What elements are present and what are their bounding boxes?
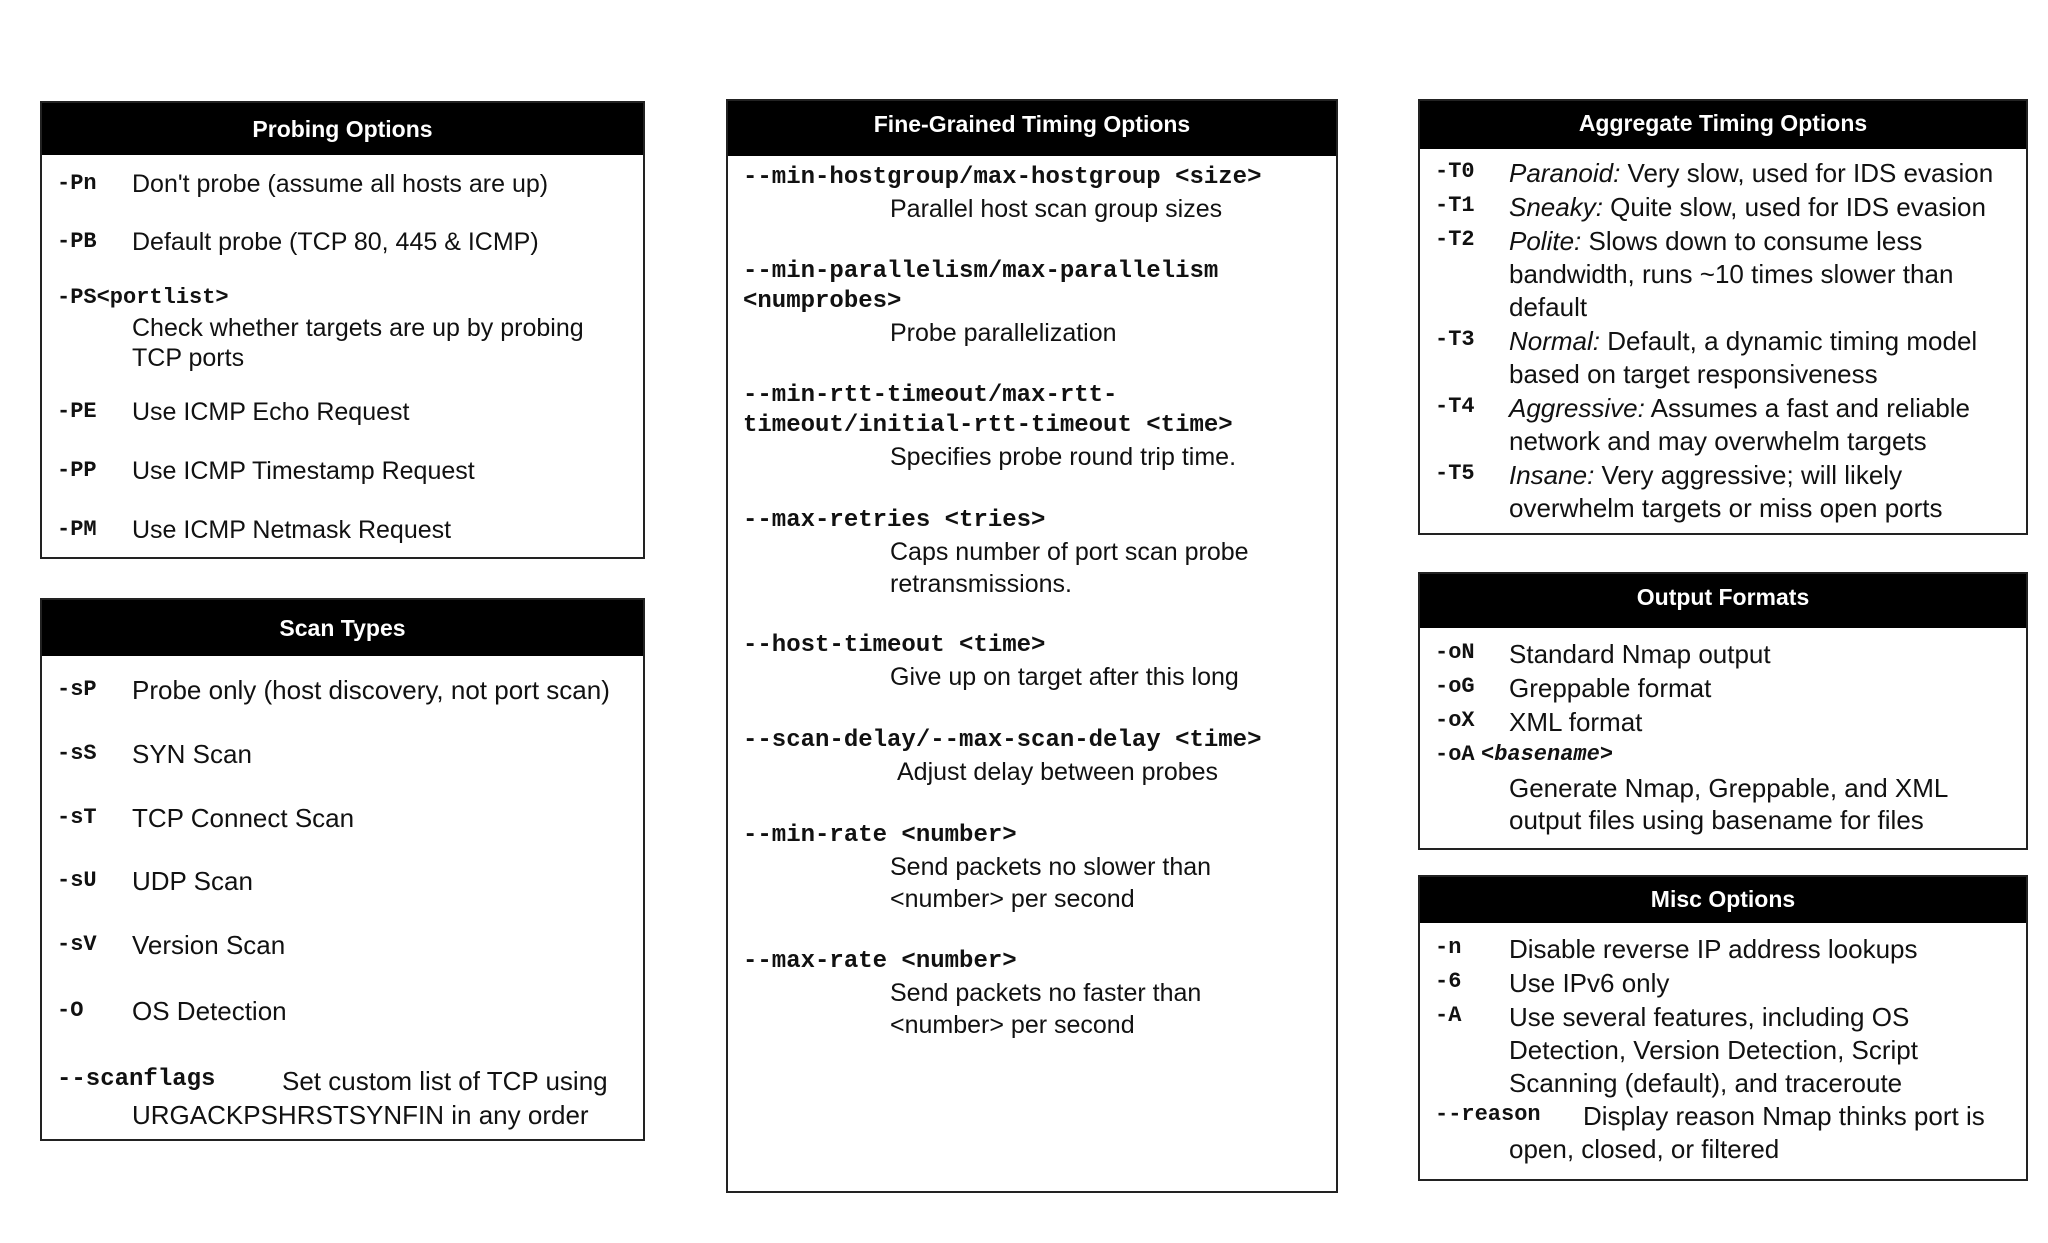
option-desc: Check whether targets are up by probing TCP ports xyxy=(132,314,584,372)
option-desc: Use ICMP Netmask Request xyxy=(132,516,452,544)
option-flag: -6 xyxy=(1435,969,1462,994)
option-desc: Standard Nmap output xyxy=(1509,639,1771,669)
option-desc: Very aggressive; will likely overwhelm targets or miss open ports xyxy=(1509,460,1943,523)
option-flag: -T4 xyxy=(1435,394,1475,419)
option-arg: <basename> xyxy=(1481,742,1614,767)
list-item xyxy=(743,257,1326,349)
option-desc: Use ICMP Timestamp Request xyxy=(132,457,475,485)
list-item xyxy=(743,947,1326,1041)
list-item xyxy=(743,163,1326,225)
option-desc: OS Detection xyxy=(132,996,287,1026)
option-desc: Specifies probe round trip time. xyxy=(890,443,1237,471)
option-flag: --min-rate <number> xyxy=(743,822,1017,849)
misc-options-title: Misc Options xyxy=(1420,877,2026,923)
option-flag: -sS xyxy=(57,741,97,766)
option-desc: Default, a dynamic timing model based on target responsiveness xyxy=(1509,326,1978,389)
timing-level-label: Insane: xyxy=(1509,460,1595,490)
option-desc: Use ICMP Echo Request xyxy=(132,398,410,426)
option-flag: -oG xyxy=(1435,674,1475,699)
probing-options-panel xyxy=(40,101,645,559)
option-desc: Quite slow, used for IDS evasion xyxy=(1602,192,1986,222)
option-desc: Don't probe (assume all hosts are up) xyxy=(132,170,549,198)
list-item xyxy=(743,821,1326,915)
scan-types-panel xyxy=(40,598,645,1141)
option-desc: Assumes a fast and reliable network and may overwhelm targets xyxy=(1509,393,1971,456)
option-desc: Display reason Nmap thinks port is open, closed, or filtered xyxy=(1509,1101,1985,1164)
option-desc: Probe only (host discovery, not port scan) xyxy=(132,675,610,705)
option-flag: --scanflags xyxy=(57,1066,216,1093)
option-flag: --min-hostgroup/max-hostgroup <size> xyxy=(743,164,1262,191)
option-desc: Give up on target after this long xyxy=(890,663,1239,691)
option-flag: -sU xyxy=(57,868,97,893)
option-desc: Caps number of port scan probe retransmissions. xyxy=(890,538,1249,598)
option-desc: Probe parallelization xyxy=(890,319,1117,347)
option-desc: Set custom list of TCP using URGACKPSHRSTSYNFIN in any order xyxy=(132,1066,608,1130)
option-flag: -oA xyxy=(1435,742,1475,767)
aggregate-timing-panel xyxy=(1418,99,2028,535)
option-desc: Disable reverse IP address lookups xyxy=(1509,934,1918,964)
timing-level-label: Normal: xyxy=(1509,326,1601,356)
option-flag: --min-rtt-timeout/max-rtt-timeout/initial-rtt-timeout <time> xyxy=(743,382,1233,439)
fine-grained-timing-panel xyxy=(726,99,1338,1193)
option-desc: Adjust delay between probes xyxy=(897,758,1219,786)
option-desc: Send packets no slower than <number> per second xyxy=(890,853,1212,913)
option-flag: --scan-delay/--max-scan-delay <time> xyxy=(743,727,1262,754)
option-flag: --max-retries <tries> xyxy=(743,507,1046,534)
fine-grained-timing-title: Fine-Grained Timing Options xyxy=(728,101,1336,156)
option-flag: -sT xyxy=(57,805,97,830)
list-item xyxy=(743,726,1326,788)
probing-options-title: Probing Options xyxy=(42,103,643,155)
timing-level-label: Sneaky: xyxy=(1509,192,1603,222)
option-flag: -A xyxy=(1435,1003,1462,1028)
list-item xyxy=(743,381,1326,473)
option-desc: SYN Scan xyxy=(132,739,252,769)
option-flag: --min-parallelism/max-parallelism <numprobes> xyxy=(743,258,1219,315)
option-flag: -Pn xyxy=(57,171,97,196)
option-desc: Default probe (TCP 80, 445 & ICMP) xyxy=(132,228,539,256)
option-desc: XML format xyxy=(1509,707,1643,737)
option-desc: Parallel host scan group sizes xyxy=(890,195,1223,223)
timing-level-label: Paranoid: xyxy=(1509,158,1621,188)
option-flag: --host-timeout <time> xyxy=(743,632,1046,659)
option-desc: Slows down to consume less bandwidth, runs ~10 times slower than default xyxy=(1509,226,1954,322)
option-desc: TCP Connect Scan xyxy=(132,803,355,833)
option-desc: Send packets no faster than <number> per second xyxy=(890,979,1202,1039)
output-formats-title: Output Formats xyxy=(1420,574,2026,628)
option-flag: -sV xyxy=(57,932,97,957)
option-flag: -PS<portlist> xyxy=(57,285,229,310)
option-desc: Generate Nmap, Greppable, and XML output files using basename for files xyxy=(1509,773,1948,835)
option-flag: -oX xyxy=(1435,708,1475,733)
option-flag: -oN xyxy=(1435,640,1475,665)
scan-types-title: Scan Types xyxy=(42,600,643,656)
option-flag: -T0 xyxy=(1435,159,1475,184)
option-desc: Very slow, used for IDS evasion xyxy=(1620,158,1994,188)
timing-level-label: Polite: xyxy=(1509,226,1582,256)
option-desc: Version Scan xyxy=(132,930,286,960)
timing-level-label: Aggressive: xyxy=(1509,393,1645,423)
list-item xyxy=(743,631,1326,693)
option-flag: -sP xyxy=(57,677,97,702)
option-flag: -T3 xyxy=(1435,327,1475,352)
option-flag: --reason xyxy=(1435,1102,1541,1127)
option-flag: -PB xyxy=(57,229,97,254)
option-flag: -T2 xyxy=(1435,227,1475,252)
option-flag: -n xyxy=(1435,935,1462,960)
option-desc: Use IPv6 only xyxy=(1509,968,1670,998)
output-formats-panel xyxy=(1418,572,2028,850)
list-item xyxy=(743,506,1326,600)
option-flag: -O xyxy=(57,998,84,1023)
option-desc: Greppable format xyxy=(1509,673,1712,703)
option-desc: Use several features, including OS Detection, Version Detection, Script Scanning (default), and traceroute xyxy=(1509,1002,1918,1098)
option-flag: -T5 xyxy=(1435,461,1475,486)
aggregate-timing-title: Aggregate Timing Options xyxy=(1420,101,2026,149)
option-flag: -T1 xyxy=(1435,193,1475,218)
option-flag: -PE xyxy=(57,399,97,424)
misc-options-panel xyxy=(1418,875,2028,1181)
option-desc: UDP Scan xyxy=(132,866,253,896)
option-flag: -PM xyxy=(57,517,97,542)
option-flag: --max-rate <number> xyxy=(743,948,1017,975)
option-flag: -PP xyxy=(57,458,97,483)
